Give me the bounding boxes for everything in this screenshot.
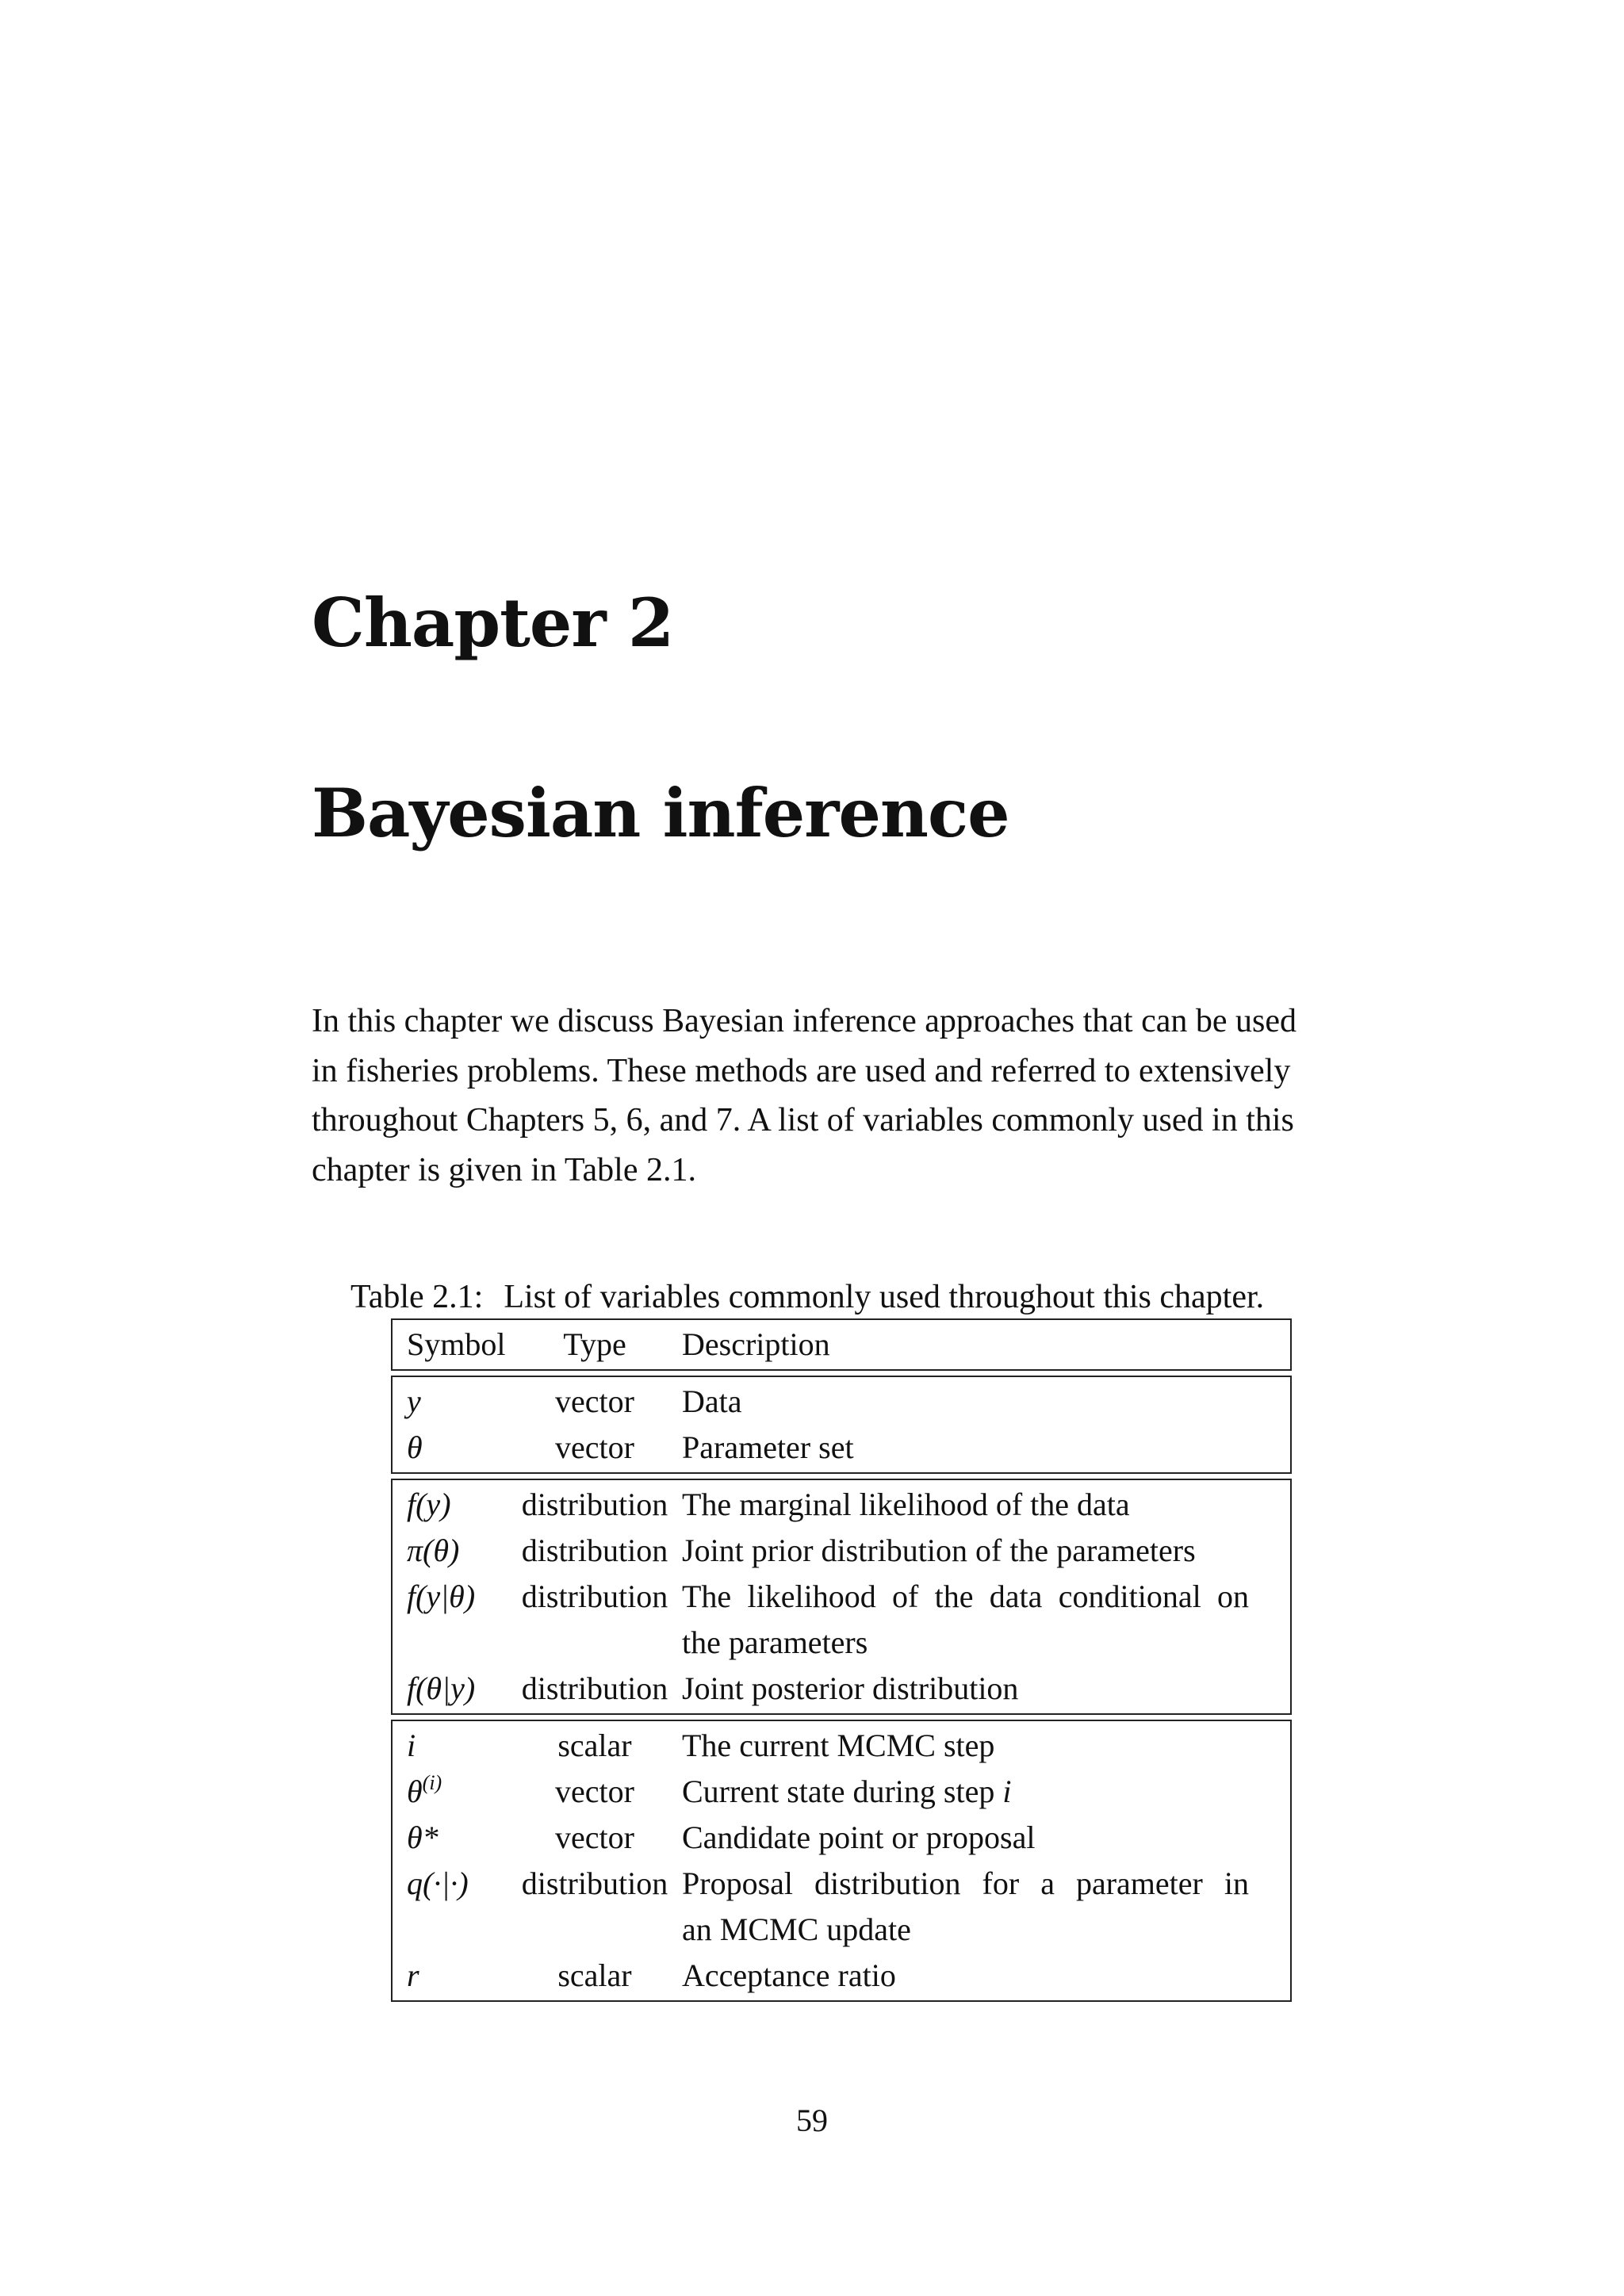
row-type: scalar [557, 1728, 632, 1763]
row-type: scalar [557, 1957, 632, 1993]
table-group-mcmc [391, 1720, 1292, 2002]
row-type: distribution [521, 1533, 668, 1568]
table-row [393, 1482, 1290, 1528]
row-type: vector [555, 1383, 634, 1419]
variables-table [391, 1318, 1292, 2007]
page-number: 59 [796, 2103, 828, 2138]
table-row [393, 1815, 1290, 1861]
row-symbol: i [407, 1728, 416, 1763]
table-row [393, 1528, 1290, 1574]
row-description: Acceptance ratio [682, 1957, 896, 1993]
row-description: Candidate point or proposal [682, 1820, 1036, 1855]
table-group-data [391, 1376, 1292, 1474]
table-row [393, 1379, 1290, 1425]
table-row [393, 1953, 1290, 1999]
table-row [393, 1666, 1290, 1712]
row-symbol: f(y|θ) [407, 1578, 476, 1614]
table-row [393, 1425, 1290, 1471]
row-type: distribution [521, 1578, 668, 1614]
row-description: Joint posterior distribution [682, 1670, 1019, 1706]
table-caption-text: List of variables commonly used throughout this chapter. [504, 1279, 1265, 1315]
row-description: Joint prior distribution of the parameters [682, 1533, 1196, 1568]
row-symbol-superscript: (i) [422, 1771, 442, 1794]
table-row [393, 1769, 1290, 1815]
table-header-row [393, 1322, 1290, 1368]
row-symbol: θ* [407, 1820, 439, 1855]
intro-line: chapter is given in Table 2.1. [312, 1151, 696, 1188]
table-header [391, 1318, 1292, 1371]
chapter-title: Bayesian inference [312, 774, 1009, 852]
row-type: vector [555, 1820, 634, 1855]
row-symbol: y [407, 1383, 421, 1419]
row-symbol: q(·|·) [407, 1866, 469, 1901]
row-symbol: θ [407, 1429, 423, 1465]
row-symbol: π(θ) [407, 1533, 460, 1568]
row-description-line: an MCMC update [682, 1911, 911, 1947]
row-description-variable: i [1002, 1774, 1012, 1809]
row-type: distribution [521, 1487, 668, 1522]
row-symbol: f(θ|y) [407, 1670, 476, 1706]
row-type: vector [555, 1774, 634, 1809]
table-row [393, 1574, 1290, 1666]
row-type: distribution [521, 1866, 668, 1901]
row-type: distribution [521, 1670, 668, 1706]
row-description: The current MCMC step [682, 1728, 995, 1763]
intro-paragraph [312, 997, 1378, 1195]
row-description: Parameter set [682, 1429, 854, 1465]
row-symbol [393, 1769, 515, 1815]
row-symbol: r [407, 1957, 419, 1993]
row-description [674, 1574, 1249, 1666]
row-description [674, 1769, 1249, 1815]
row-description-line: the parameters [682, 1624, 868, 1660]
table-group-distributions [391, 1479, 1292, 1715]
header-symbol: Symbol [407, 1326, 506, 1362]
header-type: Type [563, 1326, 626, 1362]
table-caption [350, 1276, 1264, 1318]
row-description-line: Proposal distribution for a parameter in [682, 1866, 1249, 1901]
row-symbol-base: θ [407, 1774, 423, 1809]
table-caption-label: Table 2.1: [350, 1279, 484, 1315]
row-description-line: The likelihood of the data conditional on [682, 1578, 1249, 1614]
table-row [393, 1861, 1290, 1953]
row-type: vector [555, 1429, 634, 1465]
chapter-label: Chapter 2 [312, 584, 674, 662]
intro-line: In this chapter we discuss Bayesian inference approaches that can be used [312, 1003, 1297, 1039]
row-description: Data [682, 1383, 742, 1419]
row-symbol: f(y) [407, 1487, 451, 1522]
intro-line: throughout Chapters 5, 6, and 7. A list of variables commonly used in this [312, 1102, 1294, 1138]
row-description [674, 1861, 1249, 1953]
row-description-text: Current state during step [682, 1774, 995, 1809]
header-description: Description [682, 1326, 830, 1362]
intro-line: in fisheries problems. These methods are used and referred to extensively [312, 1052, 1291, 1089]
table-row [393, 1723, 1290, 1769]
row-description: The marginal likelihood of the data [682, 1487, 1130, 1522]
